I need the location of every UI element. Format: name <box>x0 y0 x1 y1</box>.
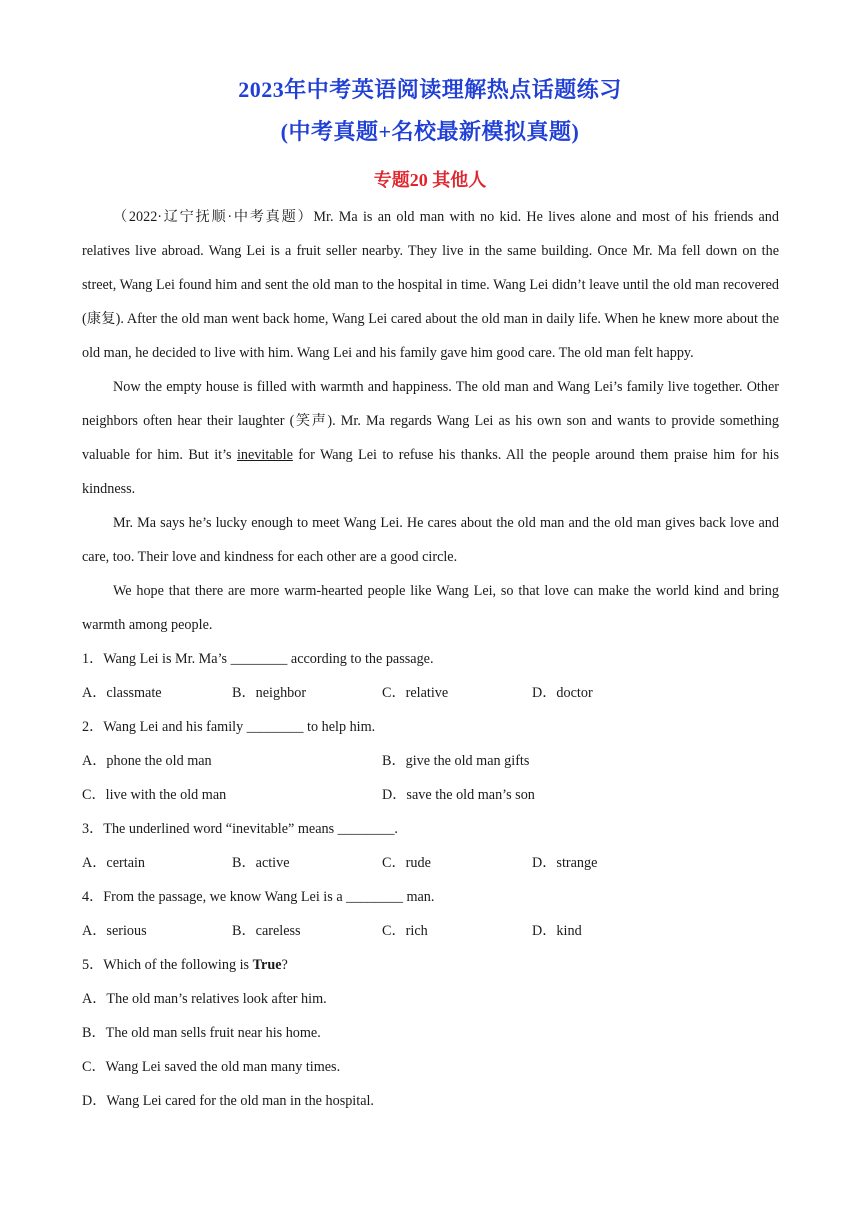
document-title: 2023年中考英语阅读理解热点话题练习 <box>238 77 622 102</box>
question-2-stem: 2．Wang Lei and his family ________ to help him. <box>82 719 376 735</box>
underlined-word: inevitable <box>236 447 293 463</box>
passage-paragraph-2 <box>82 370 779 506</box>
question-5-option-b: B．The old man sells fruit near his home. <box>82 1025 321 1041</box>
question-4-option-d: D．kind <box>532 923 582 939</box>
question-3-option-c: C．rude <box>382 855 431 871</box>
document-body <box>82 200 779 1118</box>
question-4-stem: 4．From the passage, we know Wang Lei is a ________ man. <box>82 889 435 905</box>
question-5-stem-start: 5．Which of the following is <box>82 957 253 973</box>
question-5-stem-end: ? <box>281 957 288 973</box>
question-1-options <box>82 676 779 710</box>
question-4-option-a: A．serious <box>82 923 147 939</box>
question-3-option-d: D．strange <box>532 855 598 871</box>
passage-paragraph-1: （2022·辽宁抚顺·中考真题）Mr. Ma is an old man with no kid. He lives alone and most of his friends and relatives live abroad. Wang Lei is a fruit seller nearby. They live in the same building. Once Mr. Ma fell down on the street, Wang Lei found him and sent the old man to the hospital in time. Wang Lei didn’t leave until the old man recovered (康复). After the old man went back home, Wang Lei cared about the old man in daily life. When he knew more about the old man, he decided to live with him. Wang Lei and his family gave him good care. The old man felt happy. <box>82 209 779 361</box>
question-4-option-b: B．careless <box>232 923 301 939</box>
question-3-options <box>82 846 779 880</box>
paragraph-2-text-end: for Wang Lei to refuse his thanks. All the people around them praise him for his kindness. <box>82 447 780 497</box>
question-2-option-a: A．phone the old man <box>82 753 212 769</box>
question-5-option-a: A．The old man’s relatives look after him. <box>82 991 327 1007</box>
passage-paragraph-4: We hope that there are more warm-hearted people like Wang Lei, so that love can make the world kind and bring warmth among people. <box>82 583 779 633</box>
question-3-option-a: A．certain <box>82 855 146 871</box>
topic-heading: 专题20 其他人 <box>373 170 487 190</box>
question-1-stem: 1．Wang Lei is Mr. Ma’s ________ according to the passage. <box>82 651 434 667</box>
question-2-options-row-1 <box>82 744 779 778</box>
paragraph-2-text-start: Now the empty house is filled with warmth and happiness. The old man and Wang Lei’s family live together. Other neighbors often hear their laughter (笑声). Mr. Ma regards Wang Lei as his own son and wants to provide something valuable for him. But it’s <box>82 379 779 463</box>
question-2-options-row-2 <box>82 778 779 812</box>
question-1-option-c: C．relative <box>382 685 449 701</box>
question-4-options <box>82 914 779 948</box>
question-2-option-c: C．live with the old man <box>82 787 227 803</box>
question-4-option-c: C．rich <box>382 923 428 939</box>
question-1-option-b: B．neighbor <box>232 685 307 701</box>
question-2-option-b: B．give the old man gifts <box>382 753 530 769</box>
passage-paragraph-3: Mr. Ma says he’s lucky enough to meet Wang Lei. He cares about the old man and the old man gives back love and care, too. Their love and kindness for each other are a good circle. <box>82 515 779 565</box>
question-3-option-b: B．active <box>232 855 290 871</box>
question-3-stem: 3．The underlined word “inevitable” means ________. <box>82 821 398 837</box>
question-2-option-d: D．save the old man’s son <box>382 787 535 803</box>
question-1-option-a: A．classmate <box>82 685 162 701</box>
question-5-option-d: D．Wang Lei cared for the old man in the hospital. <box>82 1093 374 1109</box>
question-1-option-d: D．doctor <box>532 685 593 701</box>
question-5-stem-emphasis: True <box>252 957 282 973</box>
question-5-stem <box>82 948 779 982</box>
question-5-option-c: C．Wang Lei saved the old man many times. <box>82 1059 341 1075</box>
document-subtitle: (中考真题+名校最新模拟真题) <box>280 119 580 144</box>
